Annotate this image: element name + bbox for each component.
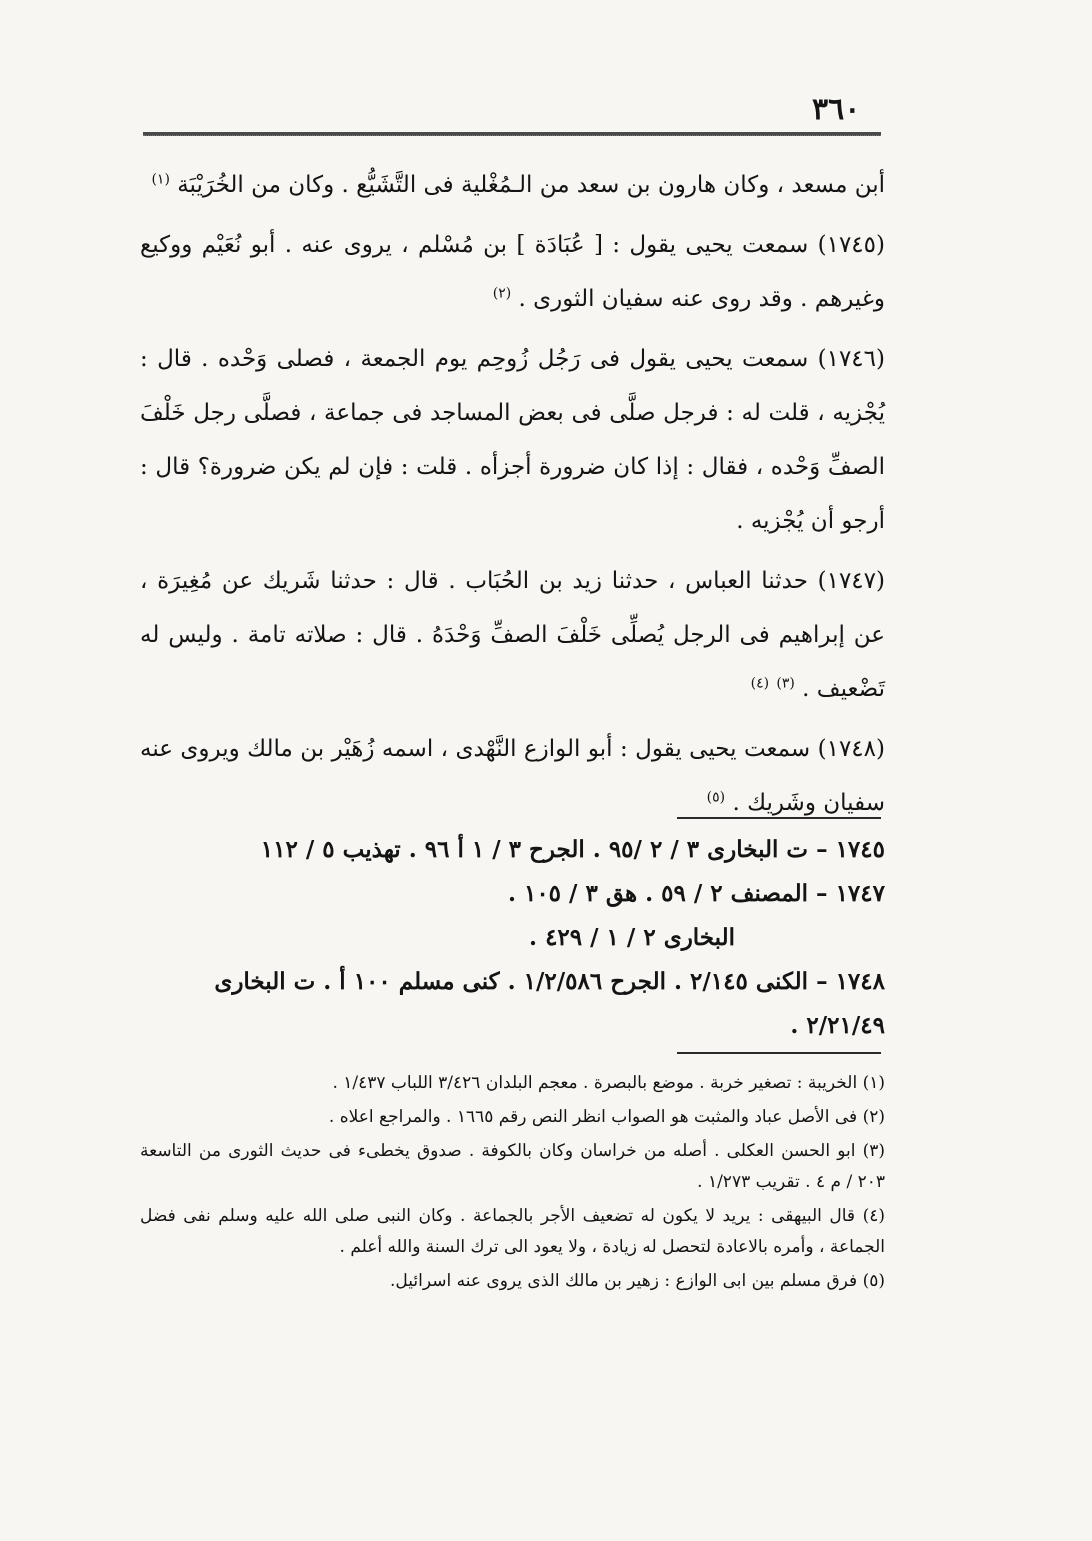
footnote: (٣) ابو الحسن العكلى . أصله من خراسان وكان بالكوفة . صدوق يخطىء فى حديث الثورى من التاسعة ٢٠٣ / م ٤ . تقريب ١/٢٧٣ . (140, 1141, 885, 1192)
reference-line: ٢/٢١/٤٩ . (790, 1012, 885, 1039)
reference-line: ١٧٤٧ – المصنف ٢ / ٥٩ . هق ٣ / ١٠٥ . (507, 880, 885, 907)
footnote-marker: (٤) (750, 675, 770, 692)
footnote: (٢) فى الأصل عباد والمثبت هو الصواب انظر النص رقم ١٦٦٥ . والمراجع اعلاه . (328, 1107, 885, 1127)
footnote: (٥) فرق مسلم بين ابى الوازع : زهير بن مالك الذى يروى عنه اسرائيل. (390, 1271, 885, 1291)
paragraph-text: (١٧٤٨) سمعت يحيى يقول : أبو الوازع النَّهْدى ، اسمه زُهَيْر بن مالك ويروى عنه سفيان وشَريك . (140, 736, 885, 816)
paragraph (140, 332, 885, 548)
footnote-marker: (٣) (776, 675, 795, 692)
footnotes (140, 1068, 885, 1300)
footnote: (١) الخريبة : تصغير خربة . موضع بالبصرة . معجم البلدان ٣/٤٢٦ اللباب ١/٤٣٧ . (332, 1073, 885, 1093)
paragraph-text: أبن مسعد ، وكان هارون بن سعد من الـمُغْلية فى التَّشَيُّع . وكان من الخُرَيْبَة (177, 172, 885, 198)
paragraph-text: (١٧٤٦) سمعت يحيى يقول فى رَجُل زُوحِم يوم الجمعة ، فصلى وَحْده . قال : يُجْزيه ، قلت له : فرجل صلَّى فى بعض المساجد فى جماعة ، فصلَّى رجل خَلْفَ الصفِّ وَحْده ، فقال : إذا كان ضرورة أجزأه . قلت : فإن لم يكن ضرورة؟ قال : أرجو أن يُجْزيه . (140, 346, 885, 534)
page-number: ٣٦٠ (812, 92, 861, 127)
footnote-marker: (١) (151, 171, 170, 188)
reference-line: ١٧٤٥ – ت البخارى ٣ / ٢ /٩٥ . الجرح ٣ / ١ أ ٩٦ . تهذيب ٥ / ١١٢ (260, 836, 885, 863)
paragraph (140, 158, 885, 212)
header-rule (143, 132, 881, 136)
paragraph (140, 218, 885, 326)
paragraph (140, 554, 885, 716)
references (140, 828, 885, 1048)
paragraph-text: (١٧٤٥) سمعت يحيى يقول : [ عُبَادَة ] بن مُسْلم ، يروى عنه . أبو نُعَيْم ووكيع وغيرهم . وقد روى عنه سفيان الثورى . (140, 232, 885, 312)
reference-line: البخارى ٢ / ١ / ٤٢٩ . (529, 924, 735, 951)
paragraph-text: (١٧٤٧) حدثنا العباس ، حدثنا زيد بن الحُبَاب . قال : حدثنا شَريك عن مُغِيرَة ، عن إبراهيم فى الرجل يُصلِّى خَلْفَ الصفِّ وَحْدَهُ . قال : صلاته تامة . وليس له تَضْعيف . (140, 568, 885, 702)
footnote-marker: (٥) (706, 789, 726, 806)
main-text (140, 158, 885, 836)
footnote-marker: (٢) (492, 285, 512, 302)
footnote: (٤) قال البيهقى : يريد لا يكون له تضعيف الأجر بالجماعة . وكان النبى صلى الله عليه وسلم نفى فضل الجماعة ، وأمره بالاعادة لتحصل له زيادة ، ولا يعود الى ترك السنة والله أعلم . (140, 1206, 885, 1257)
references-rule (677, 817, 881, 819)
footnotes-rule (677, 1052, 881, 1054)
paragraph (140, 722, 885, 830)
reference-line: ١٧٤٨ – الكنى ٢/١٤٥ . الجرح ١/٢/٥٨٦ . كنى مسلم ١٠٠ أ . ت البخارى (214, 968, 885, 995)
